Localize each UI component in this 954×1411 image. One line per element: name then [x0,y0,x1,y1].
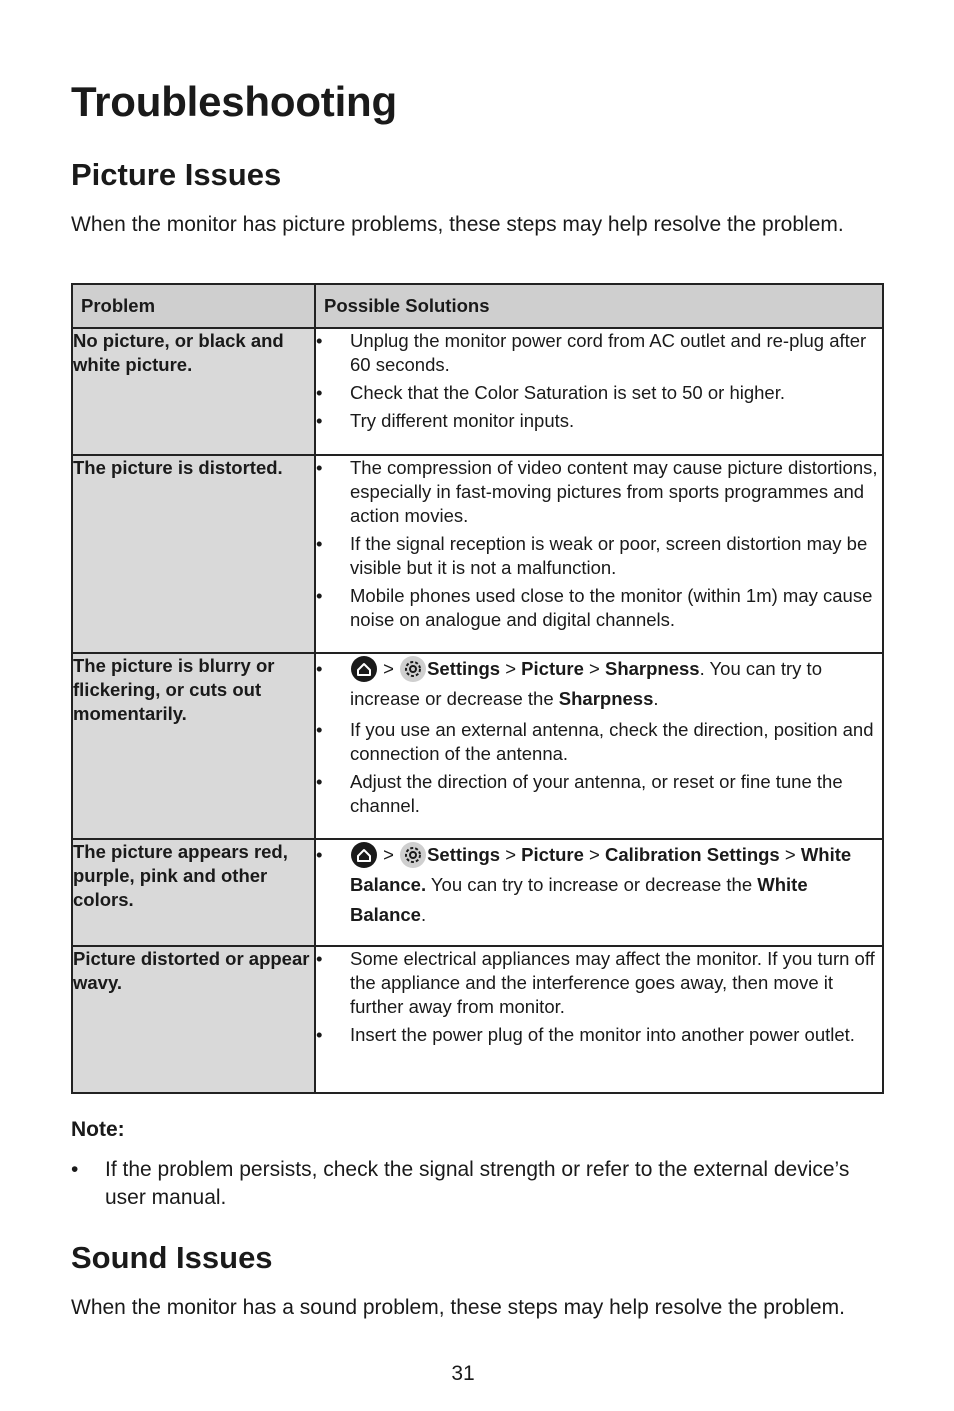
sound-issues-heading: Sound Issues [71,1240,273,1275]
solutions-cell [315,946,883,1093]
path-tail: You can try to increase or decrease the [426,874,758,895]
path-end: . [653,688,659,709]
solution-item-menu-path [316,654,882,714]
path-end: . [420,904,427,925]
solution-item: • If you use an external antenna, check the direction, position and connection of the antenna. [316,718,882,766]
note-list [71,1156,883,1212]
path-separator: > [505,658,517,679]
problem-cell: Picture distorted or appear wavy. [72,946,315,1093]
path-separator: > [589,658,600,679]
path-target: White Balance. [350,844,852,895]
path-tail-bold: White Balance [350,874,808,925]
solution-item: • Unplug the monitor power cord from AC outlet and re-plug after 60 seconds. [316,329,882,377]
solution-item-menu-path [316,840,882,930]
path-separator: > [383,844,394,865]
path-tail: . You can try to increase or decrease the [350,658,822,709]
solution-item: • If the signal reception is weak or poor, screen distortion may be visible but it is not a malfunction. [316,532,882,580]
path-separator: > [383,658,394,679]
problem-cell: The picture is blurry or flickering, or cuts out momentarily. [72,653,315,839]
path-settings: Settings [427,844,501,865]
picture-issues-heading: Picture Issues [71,157,282,192]
home-icon [350,841,378,869]
table-row [72,946,883,1093]
table-row [72,328,883,455]
page-number: 31 [451,1362,475,1385]
settings-gear-icon [399,841,427,869]
table-row [72,839,883,946]
solutions-cell [315,328,883,455]
path-separator: > [784,844,796,865]
solution-item: • The compression of video content may cause picture distortions, especially in fast-moving pictures from sports programmes and action movies. [316,456,882,528]
solutions-cell [315,839,883,946]
header-problem: Problem [72,284,315,328]
page-title: Troubleshooting [71,78,397,125]
solution-item: • Mobile phones used close to the monitor (within 1m) may cause noise on analogue and digital channels. [316,584,882,632]
solution-item: • Some electrical appliances may affect the monitor. If you turn off the appliance and the interference goes away, then move it further away from monitor. [316,947,882,1019]
note-item: • If the problem persists, check the signal strength or refer to the external device’s user manual. [71,1156,883,1212]
path-target: Sharpness [604,658,700,679]
table-row [72,455,883,653]
path-calibration: Calibration Settings [604,844,780,865]
problem-cell: The picture is distorted. [72,455,315,653]
solution-item: • Check that the Color Saturation is set to 50 or higher. [316,381,882,405]
home-icon [350,655,378,683]
troubleshooting-table [71,283,884,1094]
solutions-cell [315,455,883,653]
path-picture: Picture [521,658,584,679]
problem-cell: No picture, or black and white picture. [72,328,315,455]
picture-issues-intro: When the monitor has picture problems, these steps may help resolve the problem. [71,213,844,236]
problem-cell: The picture appears red, purple, pink and other colors. [72,839,315,946]
path-settings: Settings [427,658,501,679]
header-solutions: Possible Solutions [315,284,883,328]
sound-issues-intro: When the monitor has a sound problem, these steps may help resolve the problem. [71,1296,845,1319]
note-label: Note: [71,1118,125,1141]
solution-item: • Insert the power plug of the monitor into another power outlet. [316,1023,882,1047]
solutions-cell [315,653,883,839]
table-header-row [72,284,883,328]
solution-item: • Adjust the direction of your antenna, or reset or fine tune the channel. [316,770,882,818]
table-row [72,653,883,839]
path-separator: > [505,844,517,865]
path-separator: > [589,844,600,865]
path-tail-bold: Sharpness [558,688,654,709]
solution-item: • Try different monitor inputs. [316,409,882,433]
path-picture: Picture [521,844,584,865]
settings-gear-icon [399,655,427,683]
